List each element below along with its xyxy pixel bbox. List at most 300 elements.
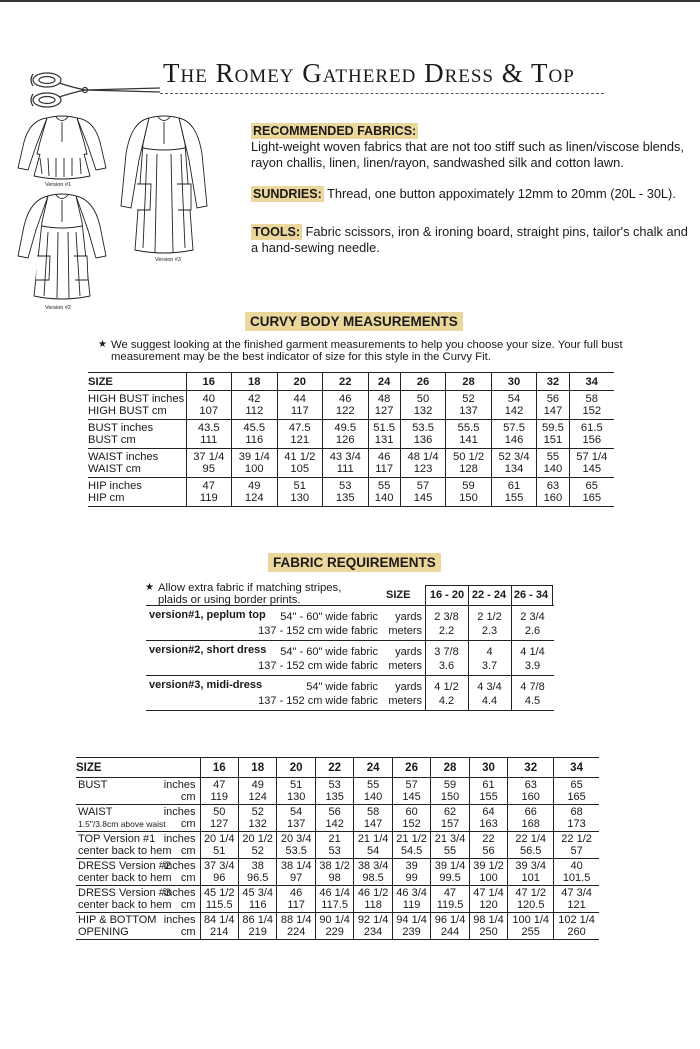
value-inches: 59 [462, 480, 475, 492]
value-cm: 163 [479, 818, 498, 830]
label-line [78, 806, 198, 818]
size-col-header: 24 [368, 373, 400, 391]
value-cm: 56.5 [519, 845, 542, 857]
value-inches: 38 1/4 [280, 860, 312, 872]
measurement-cell [400, 391, 446, 420]
finished-cell [554, 805, 599, 832]
measurement-cell [277, 449, 323, 478]
value-inches: 47 [213, 779, 226, 791]
fabric-width: 54" - 60" wide fabric [280, 611, 378, 623]
label-unit: cm [180, 926, 196, 938]
value-cm: 134 [504, 463, 524, 475]
finished-cell [392, 832, 430, 859]
label-line [78, 872, 198, 884]
value-inches: 58 [366, 806, 380, 818]
value-inches: 20 1/4 [203, 833, 235, 845]
value-inches: 61 [482, 779, 495, 791]
value-cm: 168 [521, 818, 540, 830]
recommended-fabrics [251, 123, 691, 171]
value-inches: 51 [290, 779, 303, 791]
value-inches: 51.5 [373, 422, 396, 434]
finished-cell [277, 886, 315, 913]
value-inches: 94 1/4 [396, 914, 427, 926]
version-2-label: Version #2 [45, 305, 71, 311]
version-name: version#3, midi-dress [149, 679, 263, 691]
value-cm: 101.5 [562, 872, 591, 884]
fabric-version-row [146, 607, 554, 641]
value-cm: 98.5 [362, 872, 384, 884]
value-inches: 47 1/4 [473, 887, 504, 899]
value-cm: 119 [210, 791, 228, 803]
fabrics-label: RECOMMENDED FABRICS: [253, 124, 417, 138]
measurement-cell [569, 478, 614, 507]
fabric-amount: 2.6 [524, 625, 541, 637]
row-label-inches: HIGH BUST inches [88, 393, 185, 405]
value-inches: 63 [546, 480, 560, 492]
finished-cell [392, 778, 430, 805]
value-cm: 120 [479, 899, 498, 911]
value-inches: 96 1/4 [434, 914, 466, 926]
value-inches: 37 1/4 [193, 451, 225, 463]
sundries-label: SUNDRIES: [253, 187, 322, 201]
body-measurements-table [88, 372, 614, 507]
value-inches: 49.5 [334, 422, 357, 434]
value-cm: 132 [248, 818, 267, 830]
value-inches: 52 [251, 806, 264, 818]
fabric-amount: 2 1/2 [477, 611, 502, 623]
measurement-cell [400, 449, 446, 478]
measurement-cell [323, 391, 369, 420]
value-cm: 127 [210, 818, 229, 830]
finished-cell [431, 859, 469, 886]
value-inches: 57.5 [503, 422, 525, 434]
measurement-cell [491, 420, 537, 449]
finished-cell [238, 778, 276, 805]
row-label [88, 391, 186, 420]
value-inches: 46 1/4 [319, 887, 350, 899]
finished-cell [354, 778, 392, 805]
label-unit: inches [163, 806, 196, 818]
finished-cell [354, 913, 392, 940]
label-line [78, 914, 198, 926]
value-cm: 229 [325, 926, 344, 938]
measurement-cell [277, 420, 323, 449]
finished-cell [392, 805, 430, 832]
measurement-cell [277, 478, 323, 507]
value-inches: 52 3/4 [498, 451, 530, 463]
size-range-header: 22 - 24 [471, 589, 507, 601]
finished-cell [469, 859, 507, 886]
measurement-row [88, 420, 614, 449]
finished-cell [315, 886, 353, 913]
value-cm: 99.5 [439, 872, 461, 884]
value-cm: 123 [413, 463, 433, 475]
value-inches: 37 3/4 [203, 860, 235, 872]
value-cm: 219 [248, 926, 267, 938]
measurement-cell [569, 449, 614, 478]
value-cm: 156 [582, 434, 602, 446]
finished-cell [554, 778, 599, 805]
fabric-unit: yards [395, 646, 422, 658]
value-inches: 55 [377, 480, 391, 492]
value-cm: 122 [335, 405, 355, 417]
value-cm: 120.5 [516, 899, 545, 911]
finished-cell [238, 913, 276, 940]
finished-size-col-header: 16 [200, 758, 238, 778]
value-inches: 49 [251, 779, 264, 791]
tools-label: TOOLS: [253, 225, 300, 239]
row-label-cm: WAIST cm [88, 463, 141, 475]
value-inches: 44 [293, 393, 306, 405]
measurement-cell [232, 391, 278, 420]
label-unit: inches [163, 860, 196, 872]
value-inches: 45 3/4 [242, 887, 273, 899]
value-cm: 95 [202, 463, 215, 475]
value-inches: 56 [328, 806, 341, 818]
measurement-cell [400, 478, 446, 507]
size-col-header: 18 [232, 373, 278, 391]
finished-cell [277, 805, 315, 832]
finished-cell [200, 832, 238, 859]
size-header: SIZE [88, 373, 186, 391]
value-cm: 157 [440, 818, 460, 830]
value-inches: 50 [416, 393, 430, 405]
label-line [78, 860, 198, 872]
value-cm: 130 [290, 492, 310, 504]
fabric-amount: 3.7 [481, 660, 498, 672]
fabric-amount: 3 7/8 [434, 646, 459, 658]
value-inches: 59 [443, 779, 457, 791]
label-unit: cm [180, 791, 196, 803]
finished-size-col-header: 24 [354, 758, 392, 778]
finished-size-col-header: 30 [469, 758, 507, 778]
finished-cell [508, 778, 554, 805]
value-inches: 43 3/4 [329, 451, 361, 463]
finished-cell [554, 859, 599, 886]
value-inches: 53.5 [412, 422, 434, 434]
value-inches: 84 1/4 [203, 914, 235, 926]
finished-cell [508, 913, 554, 940]
finished-cell [431, 832, 469, 859]
value-inches: 65 [570, 779, 583, 791]
value-cm: 160 [543, 492, 563, 504]
finished-cell [469, 778, 507, 805]
value-cm: 132 [413, 405, 433, 417]
value-cm: 152 [402, 818, 421, 830]
value-cm: 147 [543, 405, 563, 417]
value-inches: 38 3/4 [357, 860, 389, 872]
version-3-sketch [117, 114, 212, 256]
value-cm: 145 [402, 791, 421, 803]
value-cm: 234 [363, 926, 383, 938]
measurement-cell [323, 420, 369, 449]
value-cm: 119.5 [436, 899, 464, 911]
row-label-cm: BUST cm [88, 434, 136, 446]
value-inches: 40 [202, 393, 215, 405]
finished-cell [238, 832, 276, 859]
value-cm: 145 [582, 463, 602, 475]
version-1-label: Version #1 [45, 182, 71, 188]
value-cm: 137 [286, 818, 306, 830]
value-cm: 127 [374, 405, 394, 417]
finished-size-col-header: 28 [431, 758, 469, 778]
value-cm: 250 [479, 926, 498, 938]
value-inches: 20 3/4 [280, 833, 312, 845]
finished-size-col-header: 22 [315, 758, 353, 778]
value-cm: 111 [200, 434, 218, 446]
finished-measurement-row [76, 832, 599, 859]
value-cm: 140 [543, 463, 563, 475]
value-inches: 41 1/2 [284, 451, 316, 463]
value-cm: 101 [521, 872, 540, 884]
version-1-sketch [12, 112, 112, 184]
value-cm: 155 [479, 791, 498, 803]
fabric-version-row [146, 642, 554, 676]
label-text: DRESS Version #3 [78, 887, 171, 899]
measurement-cell [446, 391, 492, 420]
finished-size-col-header: 26 [392, 758, 430, 778]
finished-size-col-header: 32 [508, 758, 554, 778]
fabric-unit: meters [388, 625, 422, 637]
measurement-cell [537, 478, 569, 507]
finished-size-col-header: 20 [277, 758, 315, 778]
value-cm: 155 [504, 492, 524, 504]
fabric-amount: 4 1/2 [434, 681, 459, 693]
value-inches: 21 1/2 [396, 833, 427, 845]
value-inches: 39 1/2 [473, 860, 504, 872]
value-cm: 118 [364, 899, 382, 911]
measurement-cell [491, 449, 537, 478]
value-cm: 100 [479, 872, 498, 884]
value-cm: 112 [245, 405, 264, 417]
value-inches: 47 1/2 [515, 887, 546, 899]
size-col-header: 30 [491, 373, 537, 391]
fabric-amount: 4 7/8 [520, 681, 545, 693]
value-cm: 56 [482, 845, 495, 857]
fabric-amount: 4.4 [481, 695, 498, 707]
finished-cell [469, 805, 507, 832]
value-inches: 46 [377, 451, 391, 463]
label-unit: cm [180, 845, 196, 857]
fabric-amount: 2 3/8 [434, 611, 459, 623]
value-cm: 137 [459, 405, 478, 417]
finished-cell [431, 805, 469, 832]
finished-cell [392, 886, 430, 913]
value-cm: 150 [459, 492, 478, 504]
value-inches: 92 1/4 [357, 914, 389, 926]
value-cm: 100 [244, 463, 264, 475]
value-cm: 96.5 [246, 872, 269, 884]
value-cm: 51 [213, 845, 226, 857]
finished-cell [200, 859, 238, 886]
value-cm: 130 [286, 791, 306, 803]
value-inches: 43.5 [197, 422, 220, 434]
value-cm: 124 [244, 492, 264, 504]
fabrics-text: Light-weight woven fabrics that are not too stiff such as linen/viscose blends, rayon challis, linen, linen/rayon, sandwashed silk and cotton lawn. [251, 139, 684, 170]
value-inches: 51 [293, 480, 306, 492]
tools [251, 224, 691, 256]
fabric-width: 54" - 60" wide fabric [280, 646, 378, 658]
measurement-cell [446, 478, 492, 507]
finished-row-label [76, 913, 200, 940]
label-unit: cm [180, 872, 196, 884]
finished-cell [469, 913, 507, 940]
value-cm: 52 [251, 845, 264, 857]
value-cm: 99 [405, 872, 418, 884]
row-label-inches: BUST inches [88, 422, 154, 434]
fabric-amount: 4.5 [524, 695, 541, 707]
scissors-ornament-icon [25, 68, 165, 118]
fabric-amount: 4 3/4 [477, 681, 502, 693]
value-inches: 62 [443, 806, 457, 818]
sundries [251, 186, 691, 202]
value-inches: 48 1/4 [407, 451, 439, 463]
fabric-amount: 3.6 [438, 660, 455, 672]
measurement-cell [277, 391, 323, 420]
finished-cell [238, 805, 276, 832]
finished-cell [200, 913, 238, 940]
measurement-cell [400, 420, 446, 449]
finished-row-label [76, 886, 200, 913]
value-inches: 86 1/4 [242, 914, 273, 926]
finished-cell [469, 886, 507, 913]
value-cm: 54.5 [400, 845, 423, 857]
value-cm: 142 [325, 818, 344, 830]
value-cm: 116 [245, 434, 264, 446]
label-unit: inches [163, 779, 196, 791]
fabric-requirements-note: ★ Allow extra fabric if matching stripes, plaids or using border prints. [145, 582, 342, 606]
value-cm: 136 [413, 434, 433, 446]
finished-cell [554, 886, 599, 913]
value-inches: 46 [339, 393, 352, 405]
finished-cell [469, 832, 507, 859]
finished-cell [431, 913, 469, 940]
measurement-cell [368, 449, 400, 478]
finished-cell [277, 832, 315, 859]
value-inches: 98 1/4 [473, 914, 504, 926]
fabric-amount: 2 3/4 [520, 611, 545, 623]
fabric-unit: yards [395, 611, 422, 623]
size-range-header: 16 - 20 [429, 589, 465, 601]
measurement-row [88, 449, 614, 478]
version-2-sketch [12, 192, 112, 302]
finished-cell [508, 805, 554, 832]
measurement-cell [323, 478, 369, 507]
row-label [88, 420, 186, 449]
value-cm: 131 [374, 434, 394, 446]
fabric-amount: 2.2 [438, 625, 455, 637]
value-inches: 60 [405, 806, 418, 818]
value-inches: 65 [585, 480, 598, 492]
value-inches: 66 [524, 806, 537, 818]
value-inches: 54 [507, 393, 521, 405]
value-inches: 57 [416, 480, 430, 492]
value-cm: 97 [290, 872, 303, 884]
label-line [78, 887, 198, 899]
size-col-header: 20 [277, 373, 323, 391]
value-inches: 45 1/2 [203, 887, 235, 899]
finished-cell [431, 886, 469, 913]
body-measurements-heading: CURVY BODY MEASUREMENTS [245, 312, 463, 331]
measurement-row [88, 391, 614, 420]
value-inches: 21 [328, 833, 341, 845]
value-cm: 124 [248, 791, 267, 803]
sundries-text: Thread, one button appoximately 12mm to 20mm (20L - 30L). [327, 186, 676, 201]
value-inches: 90 1/4 [319, 914, 350, 926]
finished-cell [200, 886, 238, 913]
measurement-cell [569, 391, 614, 420]
title-divider [160, 93, 604, 94]
row-label-inches: HIP inches [88, 480, 142, 492]
finished-measurement-row [76, 913, 599, 940]
value-inches: 55 [366, 779, 380, 791]
value-inches: 100 1/4 [512, 914, 550, 926]
value-inches: 22 1/4 [515, 833, 546, 845]
value-cm: 239 [402, 926, 421, 938]
measurement-cell [368, 391, 400, 420]
value-cm: 119 [402, 899, 421, 911]
measurement-cell [232, 449, 278, 478]
value-cm: 160 [521, 791, 540, 803]
label-unit: inches [163, 833, 196, 845]
value-inches: 38 [251, 860, 264, 872]
value-inches: 47 [202, 480, 215, 492]
value-cm: 135 [335, 492, 355, 504]
value-inches: 45.5 [243, 422, 266, 434]
label-text: WAIST [78, 806, 113, 818]
value-cm: 173 [567, 818, 586, 830]
label-text: center back to hem [78, 872, 172, 884]
value-cm: 142 [504, 405, 524, 417]
label-line [78, 845, 198, 857]
finished-measurement-row [76, 805, 599, 832]
value-inches: 39 3/4 [515, 860, 546, 872]
fabric-size-label: SIZE [386, 589, 411, 601]
value-inches: 57 1/4 [576, 451, 608, 463]
value-cm: 115.5 [205, 899, 233, 911]
finished-cell [277, 913, 315, 940]
finished-cell [508, 886, 554, 913]
finished-cell [354, 886, 392, 913]
fabric-amount: 2.3 [481, 625, 498, 637]
value-inches: 63 [524, 779, 537, 791]
value-inches: 50 1/2 [452, 451, 485, 463]
value-cm: 244 [440, 926, 460, 938]
measurement-cell [232, 420, 278, 449]
row-label [88, 478, 186, 507]
label-line [78, 818, 198, 830]
value-inches: 47 [443, 887, 457, 899]
value-inches: 38 1/2 [319, 860, 350, 872]
label-text: OPENING [78, 926, 129, 938]
value-cm: 255 [521, 926, 540, 938]
value-cm: 119 [199, 492, 218, 504]
finished-cell [315, 778, 353, 805]
label-text: center back to hem [78, 845, 172, 857]
label-text: DRESS Version #2 [78, 860, 171, 872]
label-line [78, 833, 198, 845]
value-inches: 49 [248, 480, 261, 492]
finished-measurement-row [76, 778, 599, 805]
measurement-cell [186, 449, 232, 478]
finished-row-label [76, 778, 200, 805]
label-line [78, 899, 198, 911]
finished-size-header: SIZE [76, 758, 200, 778]
size-col-header: 34 [569, 373, 614, 391]
size-col-header: 28 [446, 373, 492, 391]
finished-cell [354, 832, 392, 859]
finished-cell [554, 913, 599, 940]
